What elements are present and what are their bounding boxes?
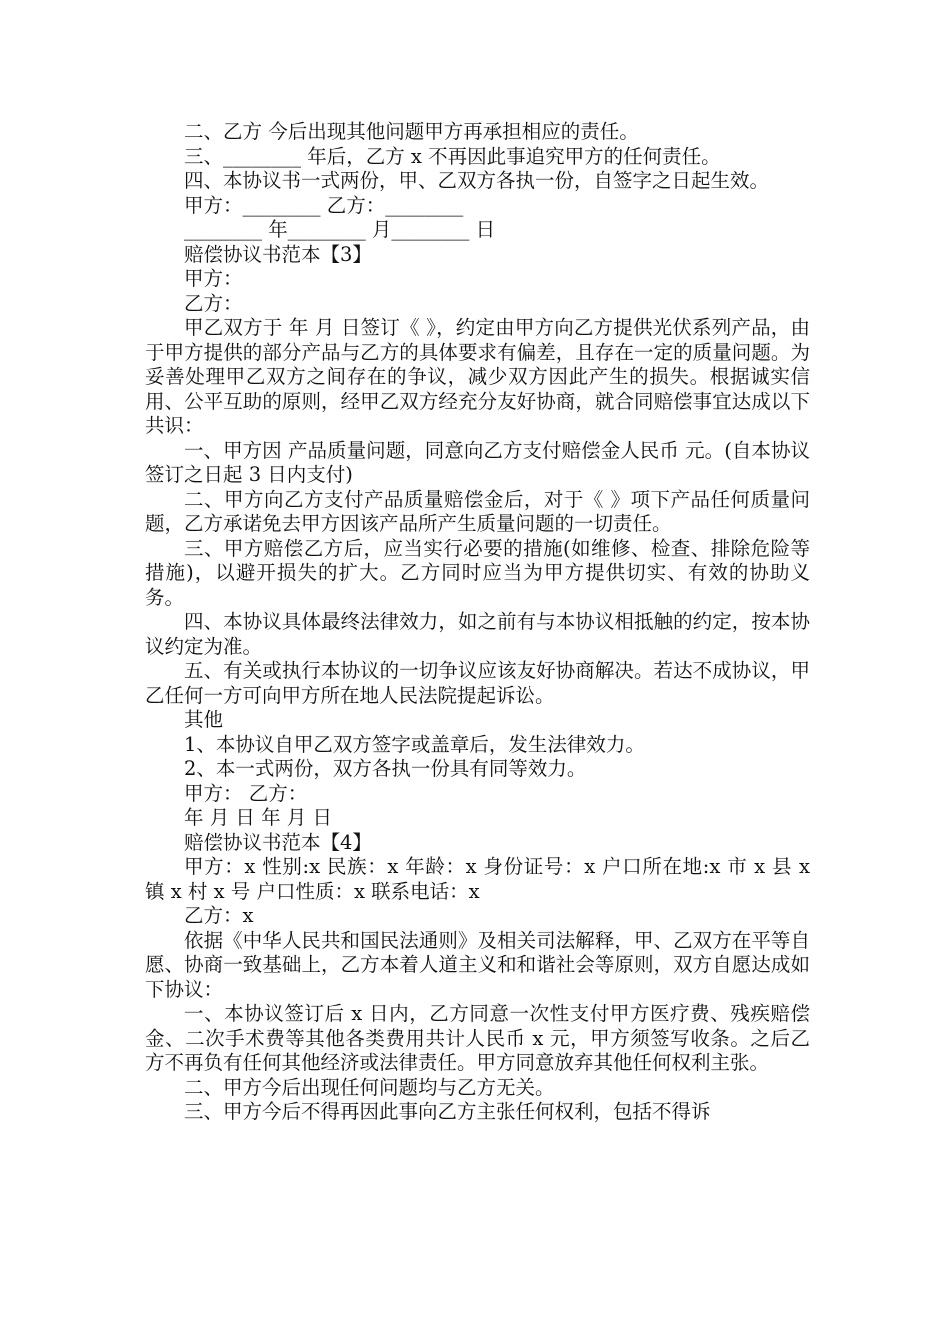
paragraph: 一、本协议签订后 x 日内，乙方同意一次性支付甲方医疗费、残疾赔偿金、二次手术费等其他各类费用共计人民币 x 元，甲方须签写收条。之后乙方不再负有任何其他经济或法律责任。甲方同意放弃其他任何权利主张。 (145, 1002, 810, 1074)
signature-line: 甲方：________ 乙方：________ (184, 193, 464, 217)
paragraph: 甲乙双方于 年 月 日签订《 》，约定由甲方向乙方提供光伏系列产品，由于甲方提供的部分产品与乙方的具体要求有偏差，且存在一定的质量问题。为妥善处理甲乙双方之间存在的争议，减少双方因此产生的损失。根据诚实信用、公平互助的原则，经甲乙双方经充分友好协商，就合同赔偿事宜达成以下共识： (145, 316, 810, 437)
date-line: ________ 年________ 月________ 日 (184, 218, 496, 241)
date-line: 年 月 日 年 月 日 (184, 806, 332, 829)
paragraph: 三、甲方赔偿乙方后，应当实行必要的措施(如维修、检查、排除危险等措施)，以避开损失的扩大。乙方同时应当为甲方提供切实、有效的协助义务。 (145, 536, 810, 609)
section-heading: 赔偿协议书范本【4】 (184, 830, 372, 854)
paragraph: 四、本协议具体最终法律效力，如之前有与本协议相抵触的约定，按本协议约定为准。 (145, 610, 810, 658)
paragraph: 三、甲方今后不得再因此事向乙方主张任何权利，包括不得诉 (184, 1100, 711, 1123)
paragraph: 三、________ 年后，乙方 x 不再因此事追究甲方的任何责任。 (184, 144, 721, 168)
document-body (145, 120, 810, 1125)
party-a-line: 甲方：x 性别:x 民族：x 年龄：x 身份证号：x 户口所在地:x 市 x 县 x 镇 x 村 x 号 户口性质：x 联系电话：x (145, 855, 810, 903)
paragraph: 1、本协议自甲乙双方签字或盖章后，发生法律效力。 (184, 732, 645, 756)
party-b-line: 乙方： (184, 291, 243, 315)
signature-line: 甲方： 乙方： (184, 781, 308, 805)
paragraph: 二、甲方今后出现任何问题均与乙方无关。 (184, 1075, 555, 1099)
paragraph: 依据《中华人民共和国民法通则》及相关司法解释，甲、乙双方在平等自愿、协商一致基础上，乙方本着人道主义和和谐社会等原则，双方自愿达成如下协议： (145, 928, 810, 1001)
paragraph: 二、甲方向乙方支付产品质量赔偿金后，对于《 》项下产品任何质量问题，乙方承诺免去甲方因该产品所产生质量问题的一切责任。 (145, 487, 810, 535)
paragraph: 一、甲方因 产品质量问题，同意向乙方支付赔偿金人民币 元。(自本协议签订之日起 3 日内支付) (145, 438, 810, 486)
paragraph: 其他 (184, 708, 224, 731)
paragraph: 五、有关或执行本协议的一切争议应该友好协商解决。若达不成协议，甲乙任何一方可向甲方所在地人民法院提起诉讼。 (145, 659, 810, 707)
section-heading: 赔偿协议书范本【3】 (184, 242, 372, 266)
party-b-line: 乙方：x (184, 904, 254, 927)
paragraph: 2、本一式两份，双方各执一份具有同等效力。 (184, 757, 587, 780)
paragraph: 二、乙方 今后出现其他问题甲方再承担相应的责任。 (184, 120, 639, 143)
party-a-line: 甲方： (184, 267, 243, 290)
paragraph: 四、本协议书一式两份，甲、乙双方各执一份，自签字之日起生效。 (184, 169, 770, 192)
